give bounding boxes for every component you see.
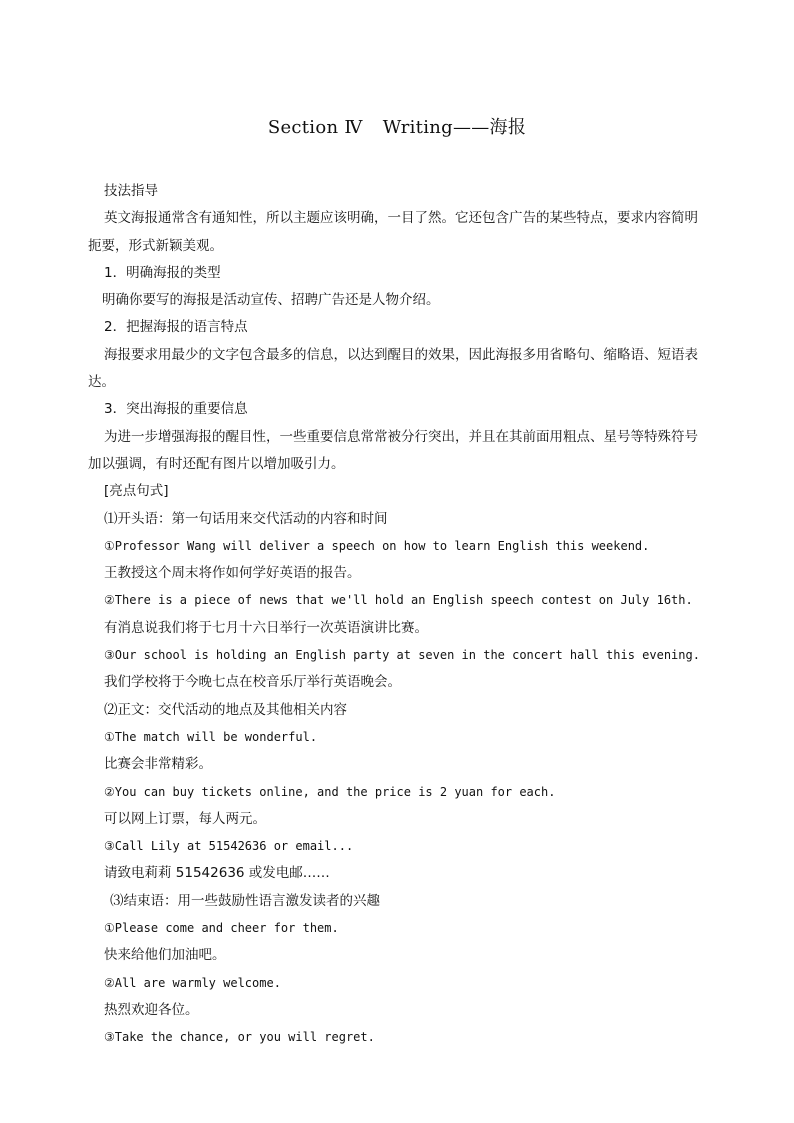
body-title: ⑵正文：交代活动的地点及其他相关内容 bbox=[104, 701, 347, 718]
opening-example-3-en: ③Our school is holding an English party at seven in the concert hall this evening. bbox=[104, 648, 700, 663]
point-2-body-1: 海报要求用最少的文字包含最多的信息，以达到醒目的效果，因此海报多用省略句、缩略语、短语表 bbox=[104, 346, 698, 363]
point-1-body: 明确你要写的海报是活动宣传、招聘广告还是人物介绍。 bbox=[102, 292, 440, 309]
closing-example-2-zh: 热烈欢迎各位。 bbox=[104, 1001, 199, 1018]
body-example-2-en: ②You can buy tickets online, and the price is 2 yuan for each. bbox=[104, 784, 556, 799]
title-section: Section Ⅳ bbox=[267, 117, 363, 138]
point-3-body-2: 加以强调，有时还配有图片以增加吸引力。 bbox=[88, 455, 345, 472]
point-3-title: 3．突出海报的重要信息 bbox=[104, 401, 248, 418]
document-body bbox=[88, 178, 724, 1052]
heading-method: 技法指导 bbox=[104, 183, 158, 199]
point-2-body-2: 达。 bbox=[88, 374, 115, 391]
point-3-body-1: 为进一步增强海报的醒目性，一些重要信息常常被分行突出，并且在其前面用粗点、星号等特殊符号 bbox=[104, 428, 698, 445]
opening-example-1-zh: 王教授这个周末将作如何学好英语的报告。 bbox=[104, 565, 361, 582]
opening-example-1-en: ①Professor Wang will deliver a speech on how to learn English this weekend. bbox=[104, 538, 650, 553]
page-title bbox=[0, 116, 794, 140]
title-writing: Writing——海报 bbox=[382, 117, 527, 138]
highlight-title: [亮点句式] bbox=[104, 483, 169, 500]
body-example-1-zh: 比赛会非常精彩。 bbox=[104, 756, 212, 773]
body-example-3-zh: 请致电莉莉 51542636 或发电邮…… bbox=[104, 865, 330, 882]
point-1-title: 1．明确海报的类型 bbox=[104, 264, 221, 281]
body-example-3-en: ③Call Lily at 51542636 or email... bbox=[104, 839, 354, 854]
closing-example-2-en: ②All are warmly welcome. bbox=[104, 975, 281, 990]
closing-example-1-zh: 快来给他们加油吧。 bbox=[104, 947, 226, 964]
point-2-title: 2．把握海报的语言特点 bbox=[104, 319, 248, 336]
closing-example-1-en: ①Please come and cheer for them. bbox=[104, 921, 339, 936]
intro-line-1: 英文海报通常含有通知性，所以主题应该明确，一目了然。它还包含广告的某些特点，要求内容简明 bbox=[104, 210, 698, 227]
intro-line-2: 扼要，形式新颖美观。 bbox=[88, 237, 223, 254]
body-example-1-en: ①The match will be wonderful. bbox=[104, 729, 318, 744]
closing-example-3-en: ③Take the chance, or you will regret. bbox=[104, 1030, 375, 1045]
opening-example-2-zh: 有消息说我们将于七月十六日举行一次英语演讲比赛。 bbox=[104, 619, 428, 636]
body-example-2-zh: 可以网上订票，每人两元。 bbox=[104, 810, 266, 827]
opening-example-2-en: ②There is a piece of news that we'll hold an English speech contest on July 16th. bbox=[104, 593, 693, 608]
opening-example-3-zh: 我们学校将于今晚七点在校音乐厅举行英语晚会。 bbox=[104, 674, 401, 691]
opening-title: ⑴开头语：第一句话用来交代活动的内容和时间 bbox=[104, 510, 388, 527]
closing-title: ⑶结束语：用一些鼓励性语言激发读者的兴趣 bbox=[110, 892, 380, 909]
